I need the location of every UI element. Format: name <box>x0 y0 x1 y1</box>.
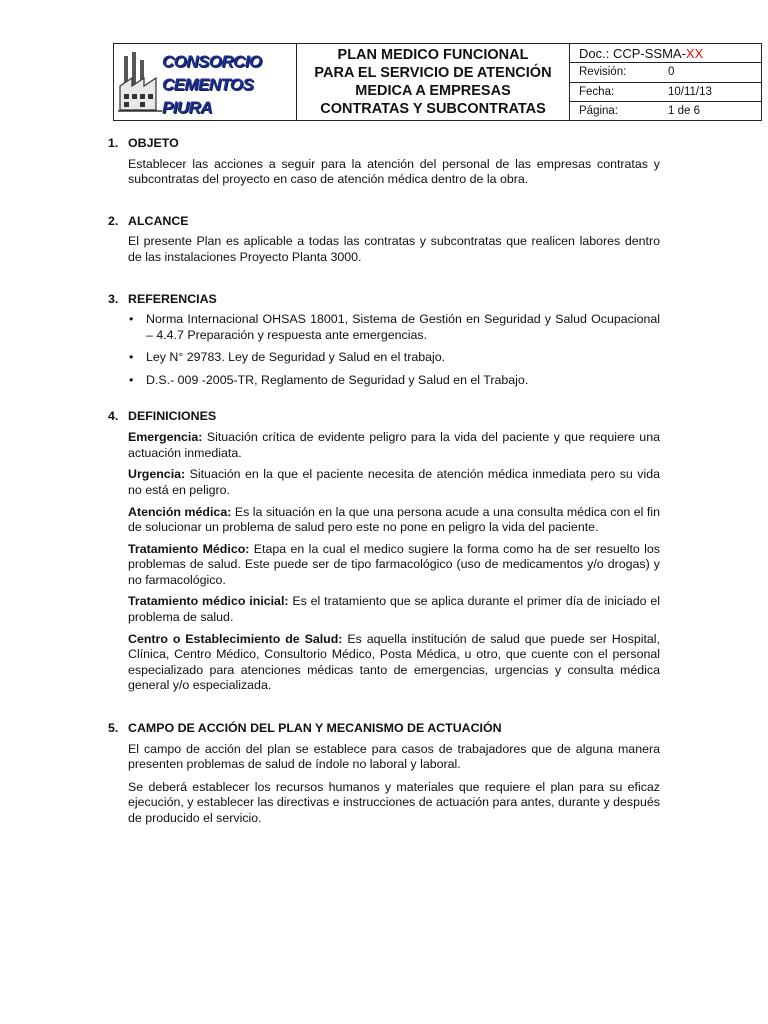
definition-term: Centro o Establecimiento de Salud: <box>128 631 343 646</box>
section-heading: DEFINICIONES <box>128 408 217 423</box>
section-number: 3. <box>108 291 119 306</box>
doc-code-label: Doc.: CCP-SSMA- <box>579 45 686 61</box>
date-label: Fecha: <box>579 85 615 98</box>
revision-label: Revisión: <box>579 66 627 79</box>
section-heading: ALCANCE <box>128 213 189 228</box>
document-meta <box>570 44 761 120</box>
definition-term: Tratamiento Médico: <box>128 541 250 556</box>
title-line-3: MEDICA A EMPRESAS <box>355 83 511 99</box>
definition-text: Situación crítica de evidente peligro para la vida del paciente y que requiere una actuación inmediata. <box>128 430 660 460</box>
section-number: 2. <box>108 213 119 228</box>
section-title <box>108 409 660 425</box>
section-title <box>108 292 660 308</box>
logo-line-1: CONSORCIO <box>162 52 262 71</box>
section-title <box>108 136 660 152</box>
definition-text: Etapa en la cual el medico sugiere la forma como ha de ser resuelto los problemas de salud. Este puede ser de tipo farmacológico (uso de medicamentos y/o drogas) y no farmacológico. <box>128 541 661 587</box>
page-row <box>570 102 761 120</box>
date-value: 10/11/13 <box>668 85 712 98</box>
list-item: • D.S.- 009 -2005-TR, Reglamento de Seguridad y Salud en el Trabajo. <box>128 373 660 389</box>
section-heading: CAMPO DE ACCIÓN DEL PLAN Y MECANISMO DE ACTUACIÓN <box>128 721 502 736</box>
section-campo-accion <box>108 721 660 827</box>
section-referencias <box>108 292 660 389</box>
definition-term: Emergencia: <box>128 430 203 445</box>
definition-term: Tratamiento médico inicial: <box>128 594 289 609</box>
logo-text <box>162 50 296 119</box>
logo-line-2: CEMENTOS PIURA <box>162 75 254 117</box>
section-heading: REFERENCIAS <box>128 291 217 306</box>
page-label: Página: <box>579 104 619 117</box>
list-item: • Norma Internacional OHSAS 18001, Sistema de Gestión en Seguridad y Salud Ocupacional – 4.4.7 Preparación y respuesta ante emergencias. <box>128 312 660 343</box>
section-title <box>108 214 660 230</box>
definition-item <box>128 505 660 536</box>
definition-item <box>128 430 660 461</box>
section-alcance <box>108 214 660 266</box>
page-value: 1 de 6 <box>668 104 700 117</box>
section-number: 1. <box>108 136 119 150</box>
definition-text: Es aquella institución de salud que puede ser Hospital, Clínica, Centro Médico, Consultorio Médico, Posta Médica, u otro, que cuente con el personal especializado para atenciones médicas tanto de emergencias, urgencias y consulta médica general y/o especializada. <box>128 631 660 693</box>
definition-item <box>128 542 660 589</box>
section-paragraph: Se deberá establecer los recursos humanos y materiales que requiere el plan para su eficaz ejecución, y establecer las directivas e instrucciones de actuación para antes, durante y después de producido el servicio. <box>128 779 660 825</box>
document-body <box>108 136 660 827</box>
doc-code-suffix: XX <box>685 45 704 61</box>
definition-item <box>128 467 660 498</box>
title-line-2: PARA EL SERVICIO DE ATENCIÓN <box>314 65 552 81</box>
company-logo <box>114 44 297 120</box>
definition-text: Es el tratamiento que se aplica durante el primer día de iniciado el problema de salud. <box>128 594 661 625</box>
list-item: • Ley N° 29783. Ley de Seguridad y Salud en el trabajo. <box>128 350 660 366</box>
section-heading: OBJETO <box>128 136 179 150</box>
definition-term: Urgencia: <box>128 467 186 482</box>
section-definiciones <box>108 409 660 695</box>
date-row <box>570 83 761 102</box>
section-title <box>108 721 660 737</box>
revision-row <box>570 63 761 82</box>
section-paragraph: Establecer las acciones a seguir para la atención del personal de las empresas contratas y subcontratas del proyecto en caso de atención médica dentro de la obra. <box>128 156 660 187</box>
section-number: 4. <box>108 408 119 423</box>
definition-text: Situación en la que el paciente necesita de atención médica inmediata pero su vida no está en peligro. <box>128 467 660 497</box>
definition-text: Es la situación en la que una persona acude a una consulta médica con el fin de solucionar un problema de salud pero este no pone en peligro la vida del paciente. <box>128 504 661 535</box>
definition-term: Atención médica: <box>128 504 232 519</box>
title-line-1: PLAN MEDICO FUNCIONAL <box>337 47 529 63</box>
section-objeto <box>108 136 660 188</box>
section-paragraph: El presente Plan es aplicable a todas las contratas y subcontratas que realicen labores dentro de las instalaciones Proyecto Planta 3000. <box>128 234 660 264</box>
document-title <box>297 44 570 120</box>
reference-list <box>128 312 660 388</box>
section-paragraph: El campo de acción del plan se establece para casos de trabajadores que de alguna manera presenten problemas de salud de índole no laboral y laboral. <box>128 741 660 772</box>
definition-item <box>128 632 660 694</box>
definition-item <box>128 594 660 625</box>
document-header <box>113 43 762 121</box>
section-number: 5. <box>108 721 119 736</box>
revision-value: 0 <box>668 66 675 79</box>
title-line-4: CONTRATAS Y SUBCONTRATAS <box>320 101 546 117</box>
doc-code-row <box>570 44 761 63</box>
